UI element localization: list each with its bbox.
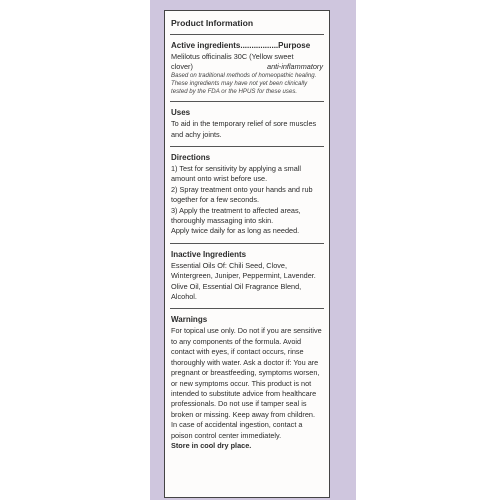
directions-section [170, 147, 324, 244]
direction-frequency: Apply twice daily for as long as needed. [171, 226, 300, 236]
active-ingredient-line-2: clover) [171, 62, 193, 72]
active-ingredients-section [170, 35, 324, 102]
uses-text: To aid in the temporary relief of sore muscles and achy joints. [171, 119, 317, 139]
active-ingredients-heading: Active ingredients.................Purpose [171, 41, 311, 50]
product-information-panel [164, 10, 330, 498]
warnings-text: For topical use only. Do not if you are sensitive to any components of the formula. Avoid contact with eyes, if contact occurs, rinse thoroughly with water. Ask a doctor if: You are pregnant or breastfeeding, symptoms worsen, or new symptoms occur. This product is not intended to substitute advice from healthcare professionals. Do not use if tamper seal is broken or missing. Keep away from children. In case of accidental ingestion, contact a poison control center immediately. [171, 326, 322, 440]
warnings-section [170, 309, 324, 457]
directions-heading: Directions [171, 153, 211, 162]
direction-step-3: 3) Apply the treatment to affected areas, thoroughly massaging into skin. [171, 205, 301, 226]
direction-step-1: 1) Test for sensitivity by applying a small amount onto wrist before use. [171, 164, 302, 184]
active-ingredient-line: Melilotus officinalis 30C (Yellow sweet [171, 52, 294, 61]
storage-text: Store in cool dry place. [171, 440, 252, 450]
active-ingredient-purpose: anti-inflammatory [267, 62, 323, 72]
uses-section [170, 102, 324, 147]
inactive-ingredients-heading: Inactive Ingredients [171, 249, 247, 259]
inactive-ingredients-section [170, 244, 324, 310]
panel-title: Product Information [170, 11, 324, 35]
inactive-ingredients-text: Essential Oils Of: Chili Seed, Clove, Wintergreen, Juniper, Peppermint, Lavender. Olive Oil, Essential Oil Fragrance Blend, Alcohol. [171, 260, 316, 302]
uses-heading: Uses [171, 108, 191, 118]
direction-step-2: 2) Spray treatment onto your hands and rub together for a few seconds. [171, 184, 313, 205]
homeopathic-note: Based on traditional methods of homeopathic healing. These ingredients may have not yet been clinically tested by the FDA or the HPUS for these uses. [171, 72, 317, 95]
active-ingredient-purpose-row [171, 62, 323, 72]
warnings-heading: Warnings [171, 315, 208, 325]
